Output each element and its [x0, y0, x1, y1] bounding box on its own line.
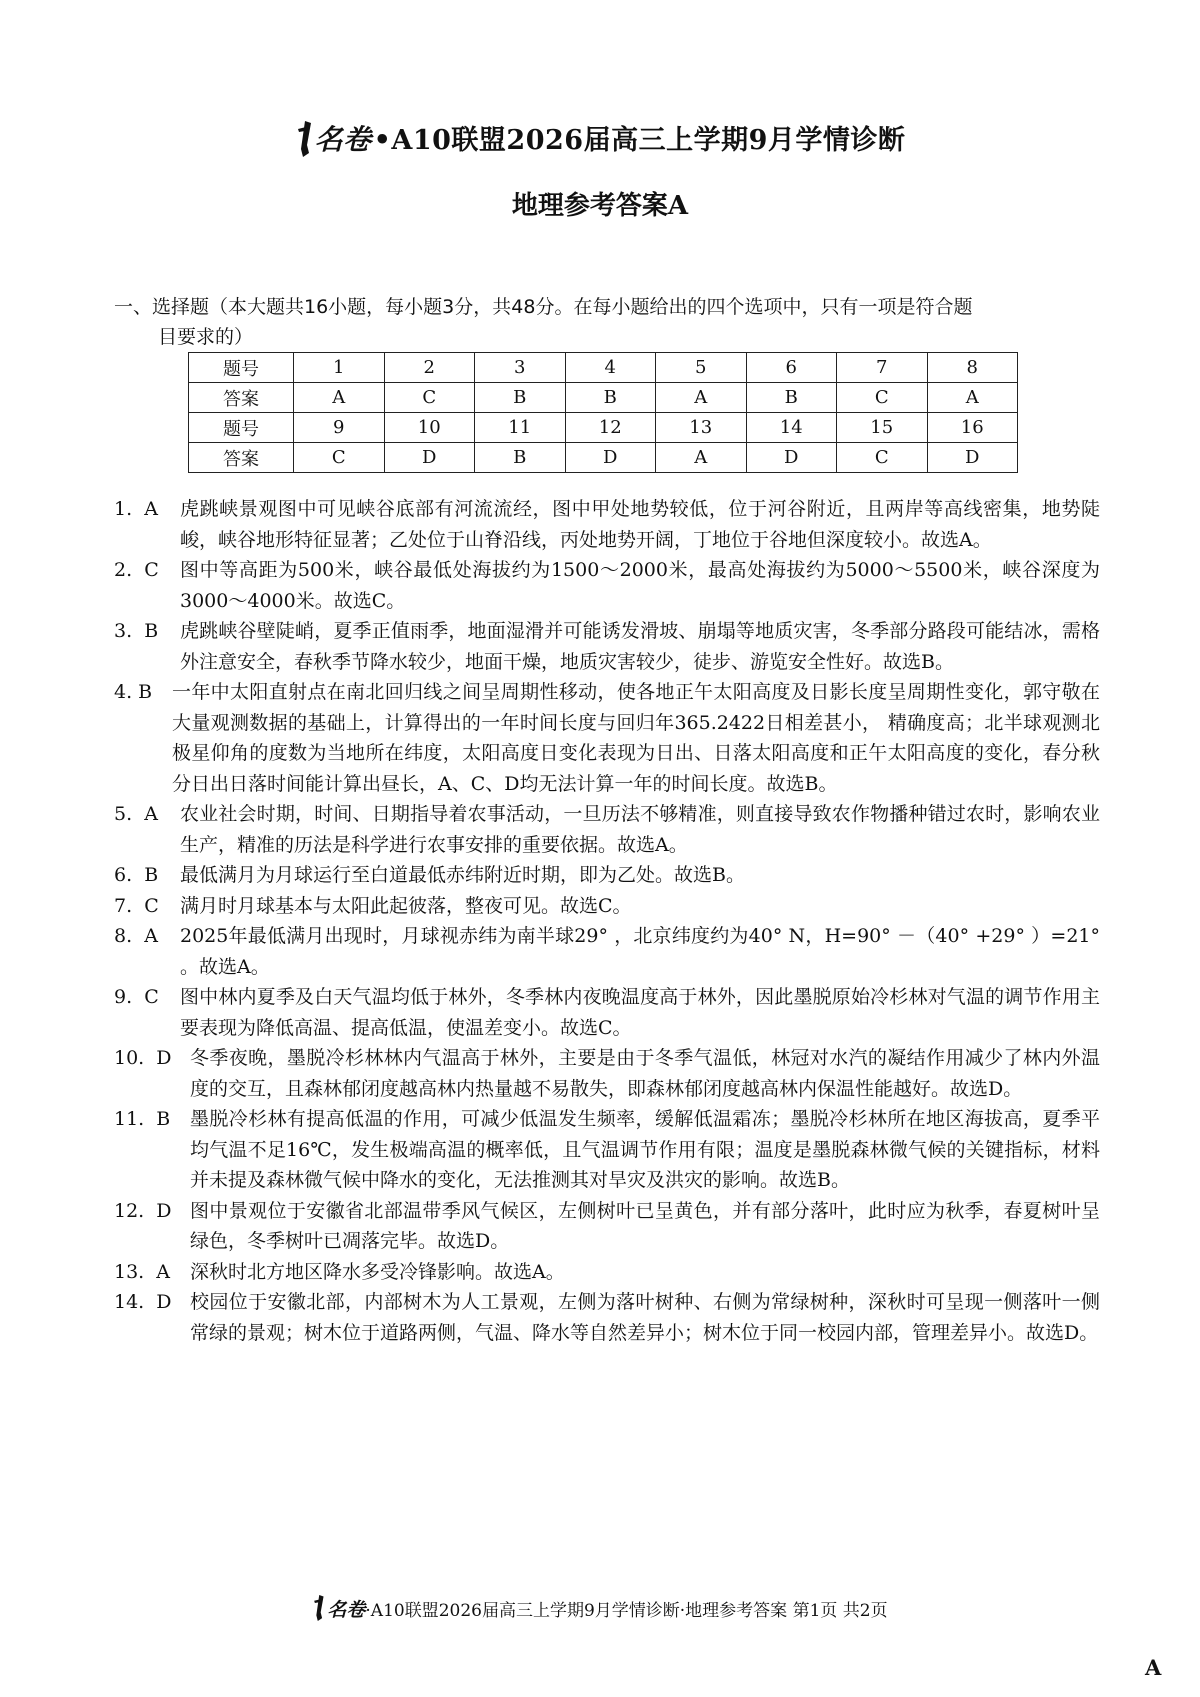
section-heading-line2: 目要求的） [158, 326, 254, 348]
answer-table [188, 352, 1018, 473]
answer-cell: A [927, 383, 1018, 413]
table-header-cell: 答案 [189, 443, 294, 473]
item-text: 2025年最低满月出现时，月球视赤纬为南半球29° ，北京纬度约为40° N，H=90° －（40° +29° ）=21° 。故选A。 [180, 925, 1100, 978]
question-number-cell: 16 [927, 413, 1018, 443]
item-text: 虎跳峡谷壁陡峭，夏季正值雨季，地面湿滑并可能诱发滑坡、崩塌等地质灾害，冬季部分路段可能结冰，需格外注意安全，春秋季节降水较少，地面干燥，地质灾害较少，徒步、游览安全性好。故选B。 [180, 620, 1100, 673]
item-text: 虎跳峡景观图中可见峡谷底部有河流流经，图中甲处地势较低，位于河谷附近，且两岸等高线密集，地势陡峻，峡谷地形特征显著；乙处位于山脊沿线，丙处地势开阔，丁地位于谷地但深度较小。故选A。 [180, 498, 1100, 551]
item-number: 7. C [114, 894, 159, 917]
brand-logo-mark [295, 119, 313, 159]
explanation-item [114, 616, 1100, 677]
answer-cell: A [656, 443, 747, 473]
answer-table-row [189, 413, 1018, 443]
table-header-cell: 题号 [189, 353, 294, 383]
explanation-item [114, 921, 1100, 982]
item-number: 5. A [114, 803, 158, 825]
item-text: 冬季夜晚，墨脱冷杉林林内气温高于林外，主要是由于冬季气温低，林冠对水汽的凝结作用减少了林内外温度的交互，且森林郁闭度越高林内热量越不易散失，即森林郁闭度越高林内保温性能越好。故选D。 [190, 1047, 1100, 1100]
explanation-list [114, 494, 1100, 1348]
item-number: 6. B [114, 864, 159, 886]
answer-cell: C [294, 443, 385, 473]
explanation-item [114, 982, 1100, 1043]
question-number-cell: 9 [294, 413, 385, 443]
question-number-cell: 2 [384, 353, 475, 383]
item-number: 10. D [114, 1047, 172, 1069]
document-title [0, 118, 1200, 159]
item-number: 14. D [114, 1291, 172, 1313]
item-text: 校园位于安徽北部，内部树木为人工景观，左侧为落叶树种、右侧为常绿树种，深秋时可呈现一侧落叶一侧常绿的景观；树木位于道路两侧，气温、降水等自然差异小；树木位于同一校园内部，管理差异小。故选D。 [190, 1291, 1100, 1344]
explanation-item [114, 677, 1100, 799]
table-header-cell: 答案 [189, 383, 294, 413]
brand-logo-text: 名卷 [314, 123, 372, 156]
answer-table-row [189, 383, 1018, 413]
explanation-item [114, 1104, 1100, 1196]
answer-cell: B [475, 383, 566, 413]
question-number-cell: 4 [565, 353, 656, 383]
item-number: 12. D [114, 1199, 172, 1222]
item-text: 农业社会时期，时间、日期指导着农事活动，一旦历法不够精准，则直接导致农作物播种错过农时，影响农业生产，精准的历法是科学进行农事安排的重要依据。故选A。 [180, 803, 1100, 856]
answer-cell: D [565, 443, 656, 473]
footer-brand: 名卷 [327, 1599, 366, 1621]
item-number: 11. B [114, 1108, 171, 1130]
item-number: 4. B [114, 681, 153, 703]
explanation-item [114, 1043, 1100, 1104]
item-text: 最低满月为月球运行至白道最低赤纬附近时期，即为乙处。故选B。 [180, 864, 745, 886]
item-text: 墨脱冷杉林有提高低温的作用，可减少低温发生频率，缓解低温霜冻；墨脱冷杉林所在地区海拔高，夏季平均气温不足16℃，发生极端高温的概率低，且气温调节作用有限；温度是墨脱森林微气候的关键指标，材料并未提及森林微气候中降水的变化，无法推测其对旱灾及洪灾的影响。故选B。 [190, 1108, 1100, 1191]
answer-table-row [189, 443, 1018, 473]
item-number: 2. C [114, 559, 159, 581]
answer-cell: A [656, 383, 747, 413]
answer-cell: B [746, 383, 837, 413]
answer-cell: C [837, 383, 928, 413]
question-number-cell: 10 [384, 413, 475, 443]
explanation-item [114, 555, 1100, 616]
question-number-cell: 14 [746, 413, 837, 443]
answer-cell: D [927, 443, 1018, 473]
item-text: 一年中太阳直射点在南北回归线之间呈周期性移动，使各地正午太阳高度及日影长度呈周期性变化，郭守敬在大量观测数据的基础上，计算得出的一年时间长度与回归年365.2422日相差甚小， 精确度高；北半球观测北极星仰角的度数为当地所在纬度，太阳高度日变化表现为日出、日落太阳高度和正午太阳高度的变化，春分秋分日出日落时间能计算出昼长，A、C、D均无法计算一年的时间长度。故选B。 [172, 681, 1100, 795]
answer-cell: C [837, 443, 928, 473]
item-number: 13. A [114, 1260, 171, 1283]
explanation-item [114, 1287, 1100, 1348]
title-text: •A10联盟2026届高三上学期9月学情诊断 [373, 125, 906, 156]
explanation-item [114, 1257, 1100, 1288]
question-number-cell: 11 [475, 413, 566, 443]
table-header-cell: 题号 [189, 413, 294, 443]
page-footer [0, 1593, 1200, 1623]
question-number-cell: 8 [927, 353, 1018, 383]
question-number-cell: 15 [837, 413, 928, 443]
section-heading [114, 292, 1100, 352]
item-number: 3. B [114, 620, 159, 642]
item-text: 图中林内夏季及白天气温均低于林外，冬季林内夜晚温度高于林外，因此墨脱原始冷杉林对气温的调节作用主要表现为降低高温、提高低温，使温差变小。故选C。 [180, 986, 1100, 1039]
explanation-item [114, 1196, 1100, 1257]
item-text: 图中等高距为500米，峡谷最低处海拔约为1500～2000米，最高处海拔约为5000～5500米，峡谷深度为3000～4000米。故选C。 [180, 559, 1100, 612]
answer-cell: D [384, 443, 475, 473]
item-text: 深秋时北方地区降水多受冷锋影响。故选A。 [190, 1260, 565, 1283]
question-number-cell: 12 [565, 413, 656, 443]
item-number: 9. C [114, 986, 159, 1008]
version-mark: A [1145, 1655, 1162, 1680]
question-number-cell: 5 [656, 353, 747, 383]
question-number-cell: 3 [475, 353, 566, 383]
answer-cell: B [475, 443, 566, 473]
item-text: 满月时月球基本与太阳此起彼落，整夜可见。故选C。 [180, 894, 632, 917]
explanation-item [114, 799, 1100, 860]
document-subtitle: 地理参考答案A [511, 191, 689, 221]
question-number-cell: 1 [294, 353, 385, 383]
question-number-cell: 7 [837, 353, 928, 383]
answer-cell: C [384, 383, 475, 413]
footer-text: ·A10联盟2026届高三上学期9月学情诊断·地理参考答案 第1页 共2页 [365, 1601, 888, 1621]
explanation-item [114, 494, 1100, 555]
question-number-cell: 6 [746, 353, 837, 383]
answer-cell: D [746, 443, 837, 473]
answer-table-row [189, 353, 1018, 383]
answer-cell: B [565, 383, 656, 413]
question-number-cell: 13 [656, 413, 747, 443]
answer-cell: A [294, 383, 385, 413]
item-text: 图中景观位于安徽省北部温带季风气候区，左侧树叶已呈黄色，并有部分落叶，此时应为秋季，春夏树叶呈绿色，冬季树叶已凋落完毕。故选D。 [190, 1199, 1100, 1252]
footer-logo-mark [312, 1593, 325, 1623]
item-number: 8. A [114, 925, 158, 947]
section-heading-line1: 一、选择题（本大题共16小题，每小题3分，共48分。在每小题给出的四个选项中，只有一项是符合题 [114, 296, 973, 318]
item-number: 1. A [114, 498, 158, 520]
explanation-item [114, 891, 1100, 922]
explanation-item [114, 860, 1100, 891]
